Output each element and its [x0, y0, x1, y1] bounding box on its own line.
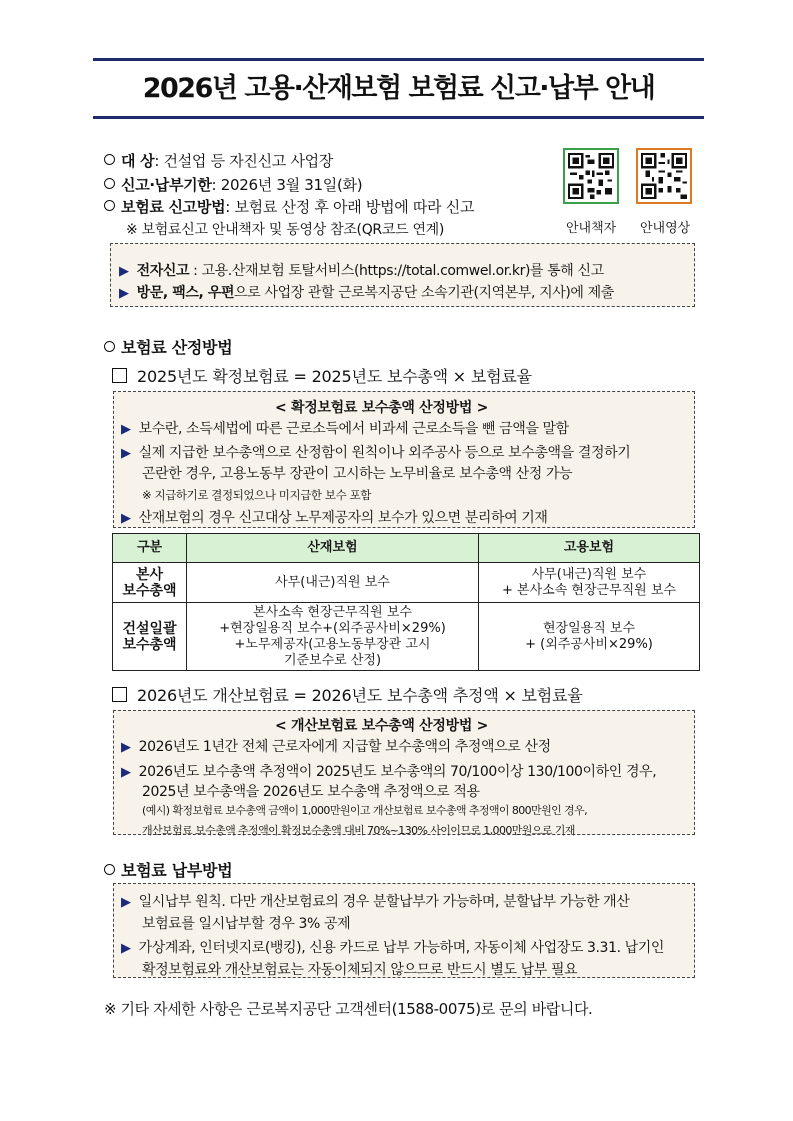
table-header-category: 구분 [113, 534, 187, 563]
row-head-construction [113, 603, 187, 671]
triangle-bullet-icon: ▶ [121, 446, 131, 461]
method-label: 보험료 신고방법 [121, 198, 226, 216]
triangle-bullet-icon: ▶ [121, 895, 131, 910]
cell-construction-employment [479, 603, 700, 671]
video-qr-code[interactable] [636, 148, 692, 204]
box1-line2b: 곤란한 경우, 고용노동부 장관이 고시하는 노무비율로 보수총액 산정 가능 [142, 466, 573, 482]
payment-line1 [121, 891, 629, 911]
visit-filing-line [119, 282, 614, 302]
method-line [104, 196, 474, 217]
box2-line1-text: 2026년도 1년간 전체 근로자에게 지급할 보수총액의 추정액으로 산정 [138, 739, 551, 755]
visit-filing-text: 으로 사업장 관할 근로복지공단 소속기관(지역본부, 지사)에 제출 [234, 285, 614, 301]
title-rule-bottom [93, 116, 704, 119]
row-head-line: 보수총액 [122, 582, 177, 599]
booklet-qr-label: 안내책자 [566, 221, 617, 236]
checkbox-square-icon [112, 368, 127, 383]
deadline-line [104, 174, 362, 195]
box1-line2 [121, 442, 630, 462]
estimated-box-title: < 개산보험료 보수총액 산정방법 > [275, 718, 489, 734]
triangle-bullet-icon: ▶ [121, 765, 131, 780]
cell-line: +노무제공자(고용노동부장관 고시 [234, 636, 431, 652]
wage-total-table [112, 533, 700, 671]
formula-estimated-text: 2026년도 개산보험료 = 2026년도 보수총액 추정액 × 보험료율 [137, 686, 583, 705]
electronic-filing-label: 전자신고 [136, 263, 190, 279]
formula-estimated [112, 683, 583, 706]
payment-line1-text: 일시납부 원칙. 다만 개산보험료의 경우 분할납부가 가능하며, 분할납부 가능한 개산 [138, 894, 630, 910]
box2-line2 [121, 761, 656, 781]
electronic-filing-line [119, 260, 604, 280]
table-row [113, 563, 700, 603]
box1-line3-text: 산재보험의 경우 신고대상 노무제공자의 보수가 있으면 분리하여 기재 [138, 510, 548, 526]
circle-bullet-icon [104, 178, 115, 189]
box2-example1: (예시) 확정보험료 보수총액 금액이 1,000만원이고 개산보험료 보수총액 추정액이 800만원인 경우, [142, 804, 587, 817]
calc-heading-line [104, 335, 232, 358]
box1-note: ※ 지급하기로 결정되었으나 미지급한 보수 포함 [142, 488, 371, 502]
cell-hq-employment [479, 563, 700, 603]
cell-line: 사무(내근)직원 보수 [531, 566, 647, 582]
deadline-label: 신고·납부기한 [121, 176, 212, 194]
triangle-bullet-icon: ▶ [121, 941, 131, 956]
cell-construction-industrial [187, 603, 479, 671]
table-header-employment: 고용보험 [479, 534, 700, 563]
qr-note: ※ 보험료신고 안내책자 및 동영상 참조(QR코드 연계) [126, 222, 445, 238]
box2-line2b: 2025년 보수총액을 2026년도 보수총액 추정액으로 적용 [142, 784, 480, 800]
cell-line: 현장일용직 보수 [542, 620, 636, 636]
triangle-bullet-icon: ▶ [119, 264, 129, 279]
payment-line2 [121, 937, 664, 957]
payment-heading: 보험료 납부방법 [121, 861, 233, 880]
formula-confirmed-text: 2025년도 확정보험료 = 2025년도 보수총액 × 보험료율 [137, 367, 532, 386]
circle-bullet-icon [104, 200, 115, 211]
row-head-line: 보수총액 [122, 636, 177, 653]
triangle-bullet-icon: ▶ [119, 286, 129, 301]
electronic-filing-text: : 고용.산재보험 토탈서비스(https://total.comwel.or.kr)를 통해 신고 [189, 263, 604, 279]
row-head-headquarters [113, 563, 187, 603]
box1-line2-text: 실제 지급한 보수총액으로 산정함이 원칙이나 외주공사 등으로 보수총액을 결정하기 [138, 445, 631, 461]
checkbox-square-icon [112, 687, 127, 702]
target-label: 대 상 [121, 152, 155, 170]
box2-example2: 개산보험료 보수총액 추정액이 확정보수총액 대비 70%~130% 사이이므로 1,000만원으로 기재 [142, 824, 575, 837]
circle-bullet-icon [104, 154, 115, 165]
table-header-industrial: 산재보험 [187, 534, 479, 563]
row-head-line: 건설일괄 [122, 620, 177, 637]
circle-bullet-icon [104, 341, 115, 352]
qr-code-icon [568, 153, 614, 199]
box1-line1-text: 보수란, 소득세법에 따른 근로소득에서 비과세 근로소득을 뺀 금액을 말함 [138, 421, 569, 437]
page-title: 2026년 고용·산재보험 보험료 신고·납부 안내 [142, 73, 655, 104]
triangle-bullet-icon: ▶ [121, 422, 131, 437]
method-value: : 보험료 산정 후 아래 방법에 따라 신고 [225, 198, 475, 216]
triangle-bullet-icon: ▶ [121, 740, 131, 755]
table-header-row [113, 534, 700, 563]
footer-note: ※ 기타 자세한 사항은 근로복지공단 고객센터(1588-0075)로 문의 바랍니다. [104, 1000, 593, 1018]
cell-hq-industrial: 사무(내근)직원 보수 [187, 563, 479, 603]
payment-heading-line [104, 858, 232, 881]
target-line [104, 150, 333, 171]
calc-heading: 보험료 산정방법 [121, 338, 233, 357]
cell-line: + (외주공사비×29%) [525, 636, 653, 652]
target-value: : 건설업 등 자진신고 사업장 [154, 152, 334, 170]
confirmed-box-title: < 확정보험료 보수총액 산정방법 > [275, 400, 489, 416]
title-rule-top [93, 58, 704, 61]
payment-line2-text: 가상계좌, 인터넷지로(뱅킹), 신용 카드로 납부 가능하며, 자동이체 사업장도 3.31. 납기인 [138, 940, 665, 956]
payment-line1b: 보험료를 일시납부할 경우 3% 공제 [142, 916, 351, 932]
table-row [113, 603, 700, 671]
box1-line3 [121, 507, 548, 527]
box2-line1 [121, 736, 551, 756]
circle-bullet-icon [104, 864, 115, 875]
cell-line: + 본사소속 현장근무직원 보수 [502, 582, 676, 598]
triangle-bullet-icon: ▶ [121, 511, 131, 526]
cell-line: 기준보수로 산정) [283, 652, 382, 668]
formula-confirmed [112, 364, 532, 387]
video-qr-label: 안내영상 [640, 221, 691, 236]
cell-line: +현장일용직 보수+(외주공사비×29%) [219, 620, 446, 636]
booklet-qr-code[interactable] [563, 148, 619, 204]
deadline-value: : 2026년 3월 31일(화) [211, 176, 363, 194]
visit-filing-label: 방문, 팩스, 우편 [136, 285, 235, 301]
payment-line2b: 확정보험료와 개산보험료는 자동이체되지 않으므로 반드시 별도 납부 필요 [142, 962, 578, 978]
qr-code-icon [641, 153, 687, 199]
box1-line1 [121, 418, 569, 438]
cell-line: 본사소속 현장근무직원 보수 [253, 604, 412, 620]
row-head-line: 본사 [135, 566, 164, 583]
box2-line2-text: 2026년도 보수총액 추정액이 2025년도 보수총액의 70/100이상 130/100이하인 경우, [138, 764, 657, 780]
